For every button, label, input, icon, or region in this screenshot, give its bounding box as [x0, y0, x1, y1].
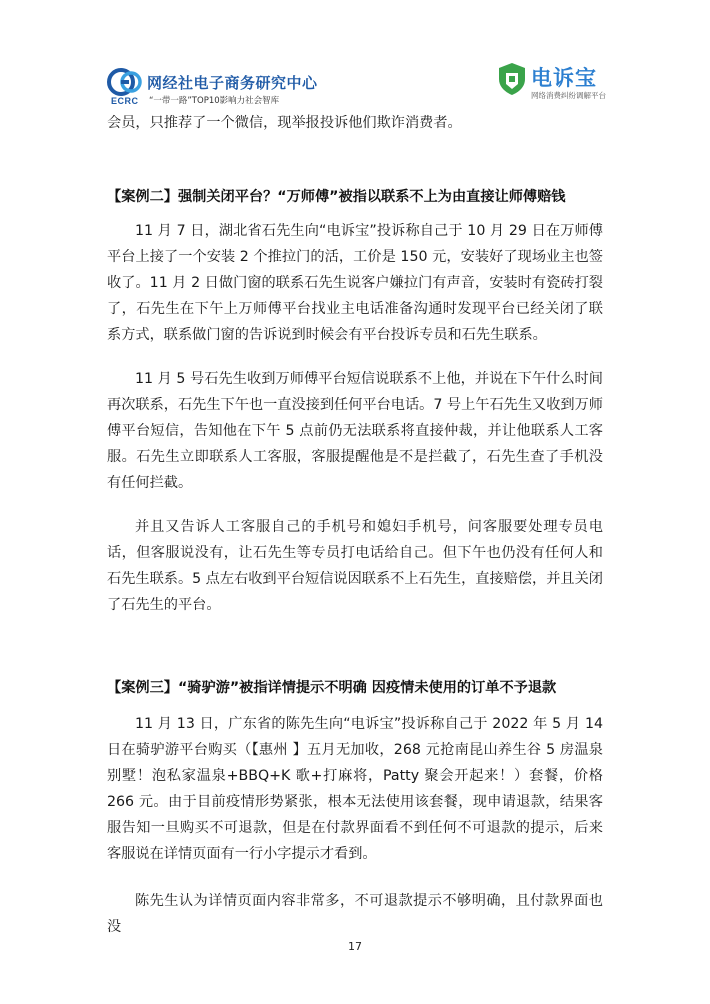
brand-name: 电诉宝	[531, 66, 597, 90]
case2-title: 【案例二】强制关闭平台？“万师傅”被指以联系不上为由直接让师傅赔钱	[107, 189, 566, 205]
page-number: 17	[348, 940, 362, 953]
case3-title: 【案例三】“骑驴游”被指详情提示不明确 因疫情未使用的订单不予退款	[107, 680, 557, 696]
case2-paragraph-2: 11 月 5 号石先生收到万师傅平台短信说联系不上他，并说在下午什么时间再次联系，石先生下午也一直没接到任何平台电话。7 号上午石先生又收到万师傅平台短信，告知他在下午 5 点前仍无法联系将直接仲裁，并让他联系人工客服。石先生立即联系人工客服，客服提醒他是不是拦截了，石先生查了手机没有任何拦截。	[107, 371, 603, 491]
case2-paragraph-3: 并且又告诉人工客服自己的手机号和媳妇手机号，问客服要处理专员电话，但客服说没有，让石先生等专员打电话给自己。但下午也仍没有任何人和石先生联系。5 点左右收到平台短信说因联系不上石先生，直接赔偿，并且关闭了石先生的平台。	[107, 519, 603, 613]
shield-icon	[497, 62, 527, 96]
case3-paragraph-1: 11 月 13 日，广东省的陈先生向“电诉宝”投诉称自己于 2022 年 5 月 14 日在骑驴游平台购买（【惠州 】五月无加收，268 元抢南昆山养生谷 5 房温泉别墅！泡私家温泉+BBQ+K 歌+打麻将，Patty 聚会开起来！）套餐，价格 266 元。由于目前疫情形势紧张，根本无法使用该套餐，现申请退款，结果客服告知一旦购买不可退款，但是在付款界面看不到任何不可退款的提示，后来客服说在详情页面有一行小字提示才看到。	[107, 716, 603, 862]
case3-paragraph-2: 陈先生认为详情页面内容非常多，不可退款提示不够明确，且付款界面也没	[107, 893, 603, 935]
brand-subtitle: 网络消费纠纷调解平台	[531, 91, 606, 100]
ecrc-wordmark: ECRC	[111, 96, 139, 106]
org-subtitle: “一带一路”TOP10影响力社会智库	[149, 96, 280, 106]
dianshubao-logo	[497, 60, 617, 110]
org-name: 网经社电子商务研究中心	[147, 74, 318, 92]
paragraph-continued: 会员，只推荐了一个微信，现举报投诉他们欺诈消费者。	[107, 115, 462, 131]
ecrc-logo	[107, 66, 337, 110]
page-header	[0, 0, 710, 110]
case2-paragraph-1: 11 月 7 日，湖北省石先生向“电诉宝”投诉称自己于 10 月 29 日在万师傅平台上接了一个安装 2 个推拉门的活，工价是 150 元，安装好了现场业主也签收了。11 月 2 日做门窗的联系石先生说客户嫌拉门有声音，安装时有瓷砖打裂了，石先生在下午上万师傅平台找业主电话准备沟通时发现平台已经关闭了联系方式，联系做门窗的告诉说到时候会有平台投诉专员和石先生联系。	[107, 223, 603, 343]
